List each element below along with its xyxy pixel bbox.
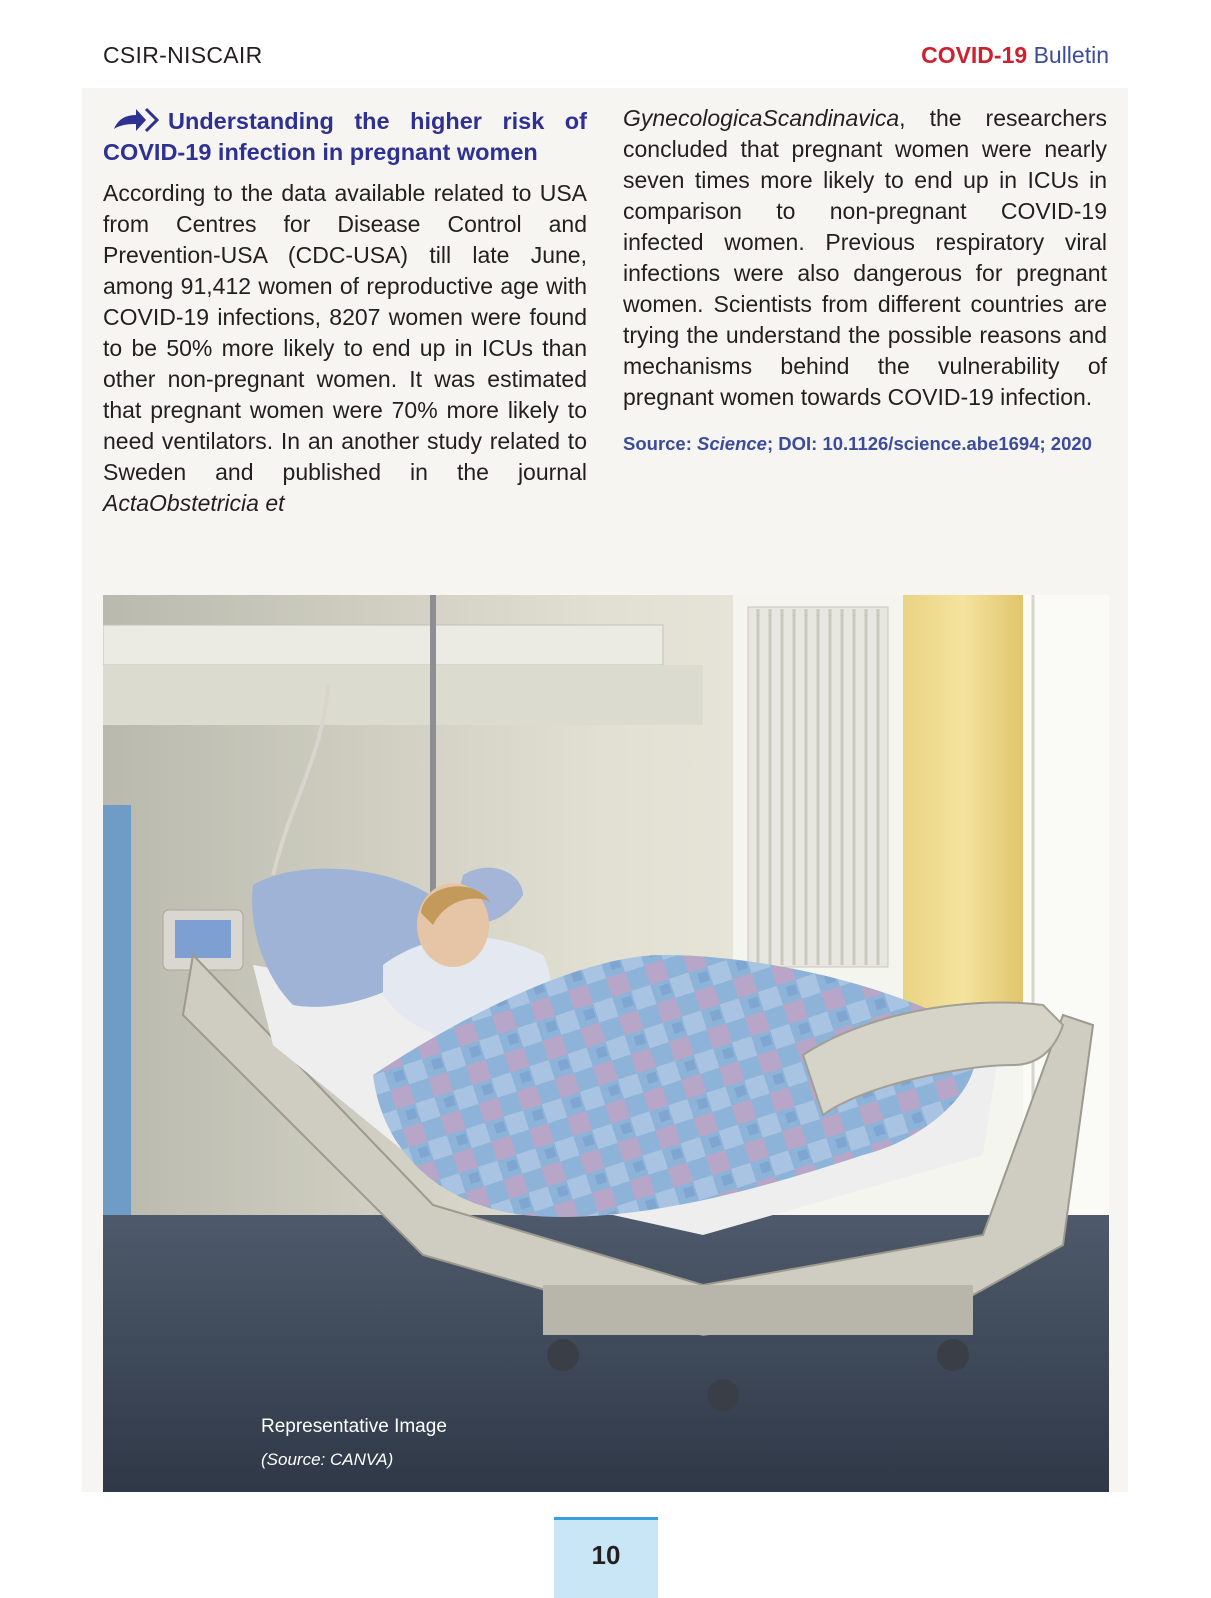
article-heading (103, 106, 587, 168)
page-number-box (554, 1517, 658, 1598)
source-label: Source: (623, 433, 698, 454)
image-credit: (Source: CANVA) (261, 1450, 394, 1469)
source-doi: ; DOI: 10.1126/science.abe1694; 2020 (766, 433, 1092, 454)
bulletin-title-covid: COVID-19 (921, 42, 1028, 68)
article-body-left (103, 178, 587, 519)
body-text-left: According to the data available related to USA from Centres for Disease Control and Prevention-USA (CDC-USA) till late June, among 91,412 women of reproductive age with COVID-19 infections, 8207 women were found to be 50% more likely to end up in ICUs than other non-pregnant women. It was estimated that pregnant women were 70% more likely to need ventilators. In an another study related to Sweden and published in the journal (103, 180, 587, 485)
bulletin-title-suffix: Bulletin (1033, 42, 1109, 68)
publisher-name: CSIR-NISCAIR (103, 42, 263, 68)
journal-name-part2: GynecologicaScandinavica (623, 105, 900, 131)
bulletin-title (921, 42, 1109, 69)
image-caption: Representative Image (261, 1416, 447, 1437)
journal-name-part1: ActaObstetricia et (103, 490, 285, 516)
body-text-right: , the researchers concluded that pregnant women were nearly seven times more likely to end up in ICUs in comparison to non-pregnant COVID-19 infected women. Previous respiratory viral infections were also dangerous for pregnant women. Scientists from different countries are trying the understand the possible reasons and mechanisms behind the vulnerability of pregnant women towards COVID-19 infection. (623, 105, 1107, 410)
double-arrow-icon (112, 107, 162, 133)
page-number: 10 (591, 1540, 621, 1570)
article-heading-text: Understanding the higher risk of COVID-19 infection in pregnant women (103, 108, 587, 165)
article-column-right (623, 103, 1107, 459)
source-citation (623, 428, 1107, 459)
hospital-bed-photo (103, 595, 1109, 1492)
article-body-right (623, 103, 1107, 413)
source-journal: Science (697, 433, 767, 454)
article-column-left (103, 103, 587, 519)
